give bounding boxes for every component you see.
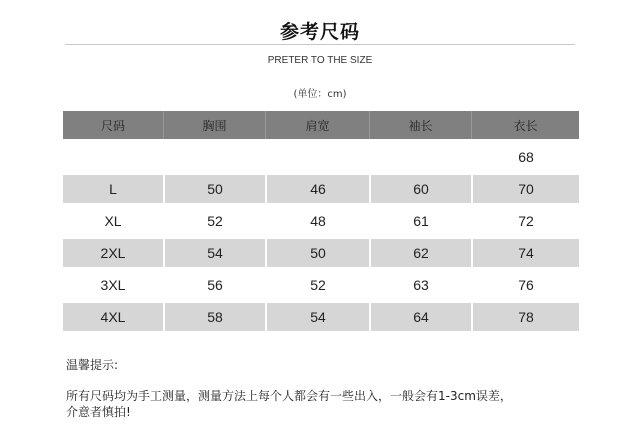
column-header-shoulder: 肩宽	[265, 111, 369, 139]
table-row	[63, 239, 579, 267]
table-cell: 70	[471, 175, 579, 203]
table-cell: 61	[369, 207, 471, 235]
notes-line: 介意者慎拍!	[66, 405, 131, 419]
table-cell: 54	[163, 239, 265, 267]
table-cell	[369, 143, 471, 171]
table-cell: 63	[369, 271, 471, 299]
title-divider	[65, 44, 575, 45]
table-cell: 58	[163, 303, 265, 331]
table-cell: 52	[265, 271, 369, 299]
table-cell	[163, 143, 265, 171]
table-cell: 46	[265, 175, 369, 203]
table-cell: 60	[369, 175, 471, 203]
column-header-chest: 胸围	[163, 111, 265, 139]
notes-heading: 温馨提示:	[66, 358, 119, 372]
table-cell: 2XL	[63, 239, 163, 267]
table-cell: 50	[265, 239, 369, 267]
table-cell: 68	[471, 143, 579, 171]
table-cell: 56	[163, 271, 265, 299]
notes-section	[66, 357, 626, 420]
table-cell: 4XL	[63, 303, 163, 331]
table-cell	[63, 143, 163, 171]
table-row	[63, 271, 579, 299]
table-cell: 72	[471, 207, 579, 235]
table-cell: 64	[369, 303, 471, 331]
table-row	[63, 207, 579, 235]
table-row	[63, 143, 579, 171]
table-cell: 62	[369, 239, 471, 267]
table-cell: XL	[63, 207, 163, 235]
table-cell: 76	[471, 271, 579, 299]
table-row	[63, 175, 579, 203]
column-header-length: 衣长	[471, 111, 579, 139]
notes-line: 所有尺码均为手工测量，测量方法上每个人都会有一些出入，一般会有1-3cm误差，	[66, 389, 512, 403]
table-cell: 78	[471, 303, 579, 331]
table-cell	[265, 143, 369, 171]
table-cell: 50	[163, 175, 265, 203]
table-cell: 48	[265, 207, 369, 235]
unit-label: (单位：cm)	[293, 89, 347, 100]
size-table-header-row	[63, 111, 579, 139]
column-header-size: 尺码	[63, 111, 163, 139]
table-cell: 3XL	[63, 271, 163, 299]
size-table	[63, 107, 579, 335]
page-title: 参考尺码	[279, 21, 360, 43]
table-row	[63, 303, 579, 331]
table-cell: 52	[163, 207, 265, 235]
page-subtitle: PRETER TO THE SIZE	[267, 55, 373, 66]
table-cell: 74	[471, 239, 579, 267]
table-cell: L	[63, 175, 163, 203]
column-header-sleeve: 袖长	[369, 111, 471, 139]
table-cell: 54	[265, 303, 369, 331]
